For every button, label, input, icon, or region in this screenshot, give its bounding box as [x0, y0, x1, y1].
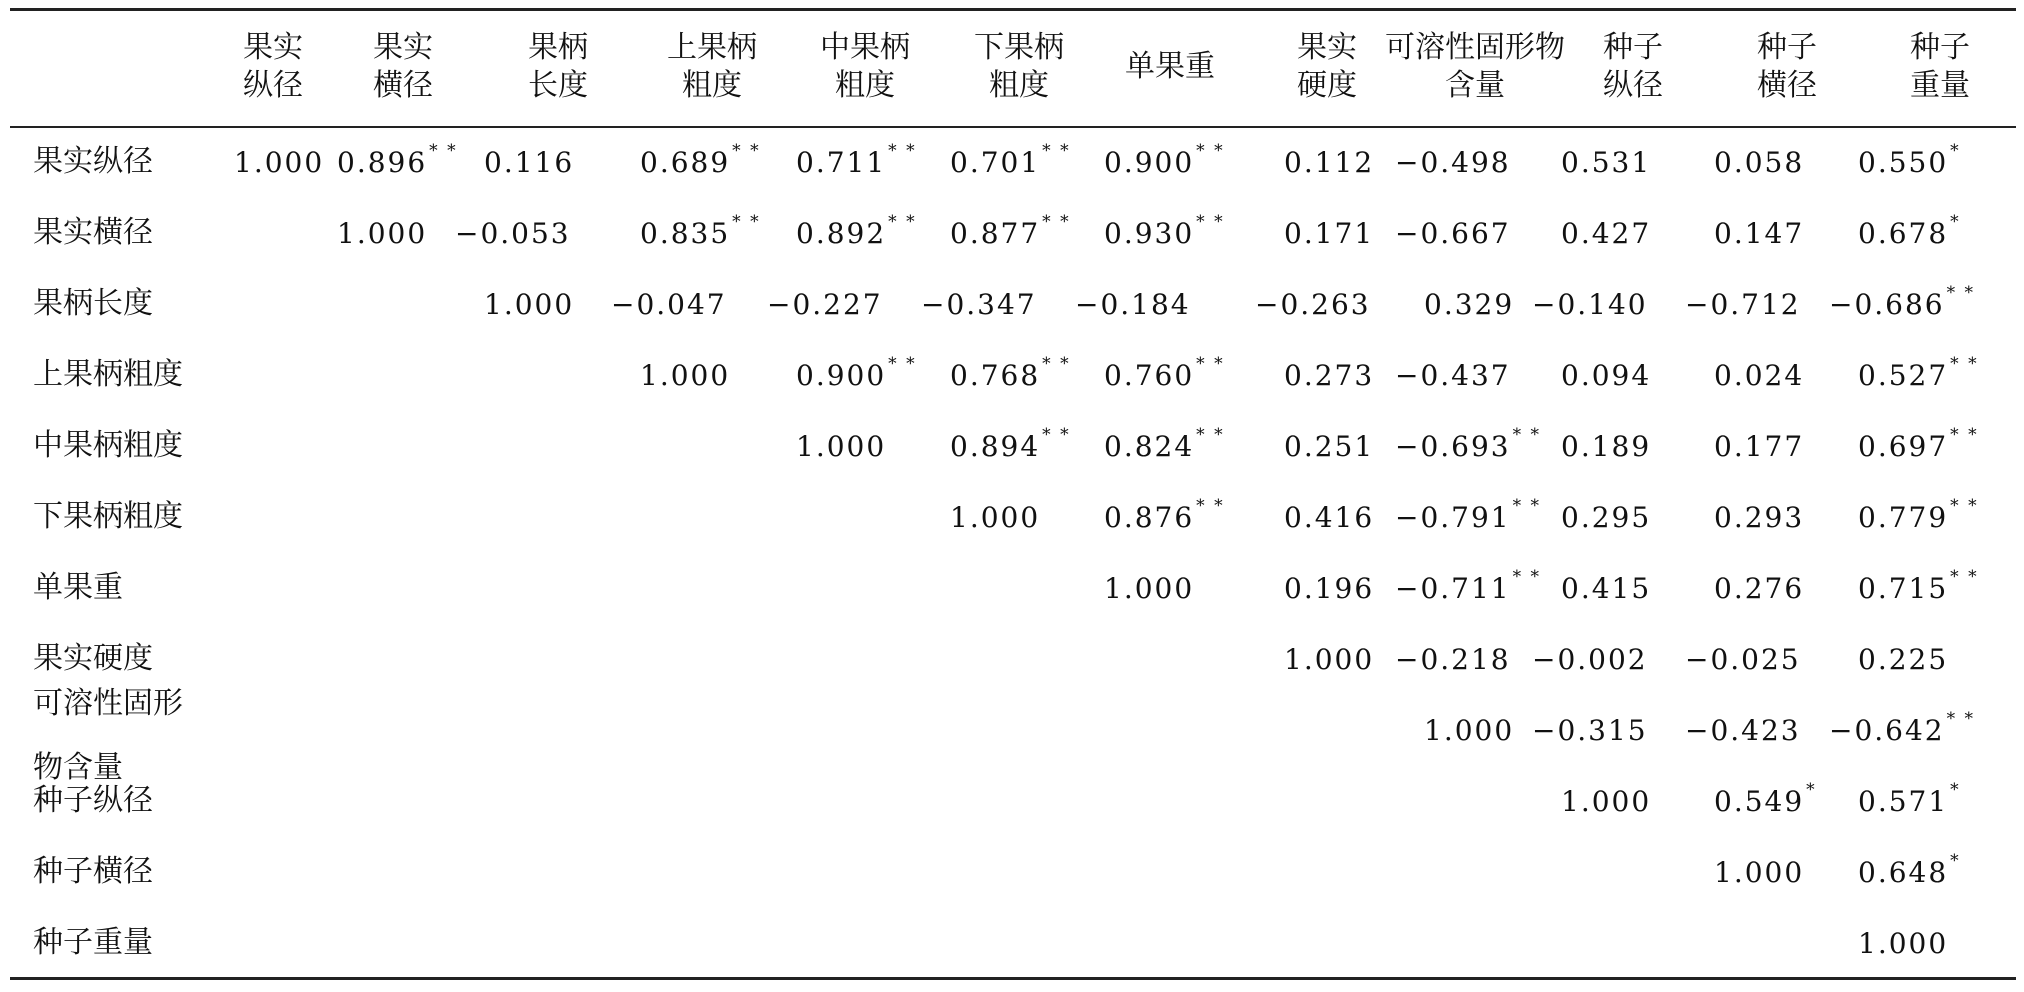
table-cell	[1858, 927, 1949, 960]
table-cell	[1532, 288, 1648, 321]
cell-value: −0.347	[921, 288, 1037, 321]
cell-value: −0.184	[1075, 288, 1191, 321]
table-cell	[950, 501, 1041, 534]
table-cell	[1104, 572, 1195, 605]
table-cell	[1714, 572, 1805, 605]
table-cell	[950, 354, 1071, 392]
table-cell	[796, 212, 917, 250]
column-header-line: 横径	[373, 68, 433, 103]
row-label: 果柄长度	[33, 286, 153, 321]
table-cell	[1561, 359, 1652, 392]
cell-value: −0.437	[1395, 359, 1511, 392]
cell-value: −0.227	[767, 288, 883, 321]
cell-value: 0.877	[950, 217, 1041, 250]
cell-value: 1.000	[1858, 927, 1949, 960]
column-header-line: 重量	[1910, 68, 1970, 103]
table-cell	[1284, 359, 1375, 392]
table-cell	[1858, 851, 1961, 889]
cell-value: 0.779	[1858, 501, 1949, 534]
significance-mark: * *	[732, 141, 761, 161]
cell-value: 0.760	[1104, 359, 1195, 392]
table-cell	[1395, 146, 1511, 179]
significance-mark: * *	[1042, 212, 1071, 232]
cell-value: 0.531	[1561, 146, 1652, 179]
table-cell	[1532, 714, 1648, 747]
column-header-line: 果实	[1297, 30, 1357, 65]
table-cell	[1858, 141, 1961, 179]
cell-value: 1.000	[1714, 856, 1805, 889]
column-header-line: 下果柄	[974, 30, 1064, 65]
row-label: 可溶性固形	[33, 686, 183, 721]
table-cell	[1395, 496, 1542, 534]
table-cell	[455, 217, 571, 250]
significance-mark: * *	[1042, 141, 1071, 161]
cell-value: 0.715	[1858, 572, 1949, 605]
cell-value: 0.276	[1714, 572, 1805, 605]
table-cell	[1858, 780, 1961, 818]
column-header	[1543, 29, 1723, 105]
significance-mark: * *	[1950, 425, 1979, 445]
table-cell	[1104, 425, 1225, 463]
cell-value: 0.427	[1561, 217, 1652, 250]
cell-value: 0.116	[484, 146, 575, 179]
cell-value: 0.711	[796, 146, 887, 179]
table-cell	[767, 288, 883, 321]
table-cell	[1104, 212, 1225, 250]
table-cell	[950, 141, 1071, 179]
cell-value: 0.273	[1284, 359, 1375, 392]
significance-mark: * *	[1950, 354, 1979, 374]
cell-value: −0.498	[1395, 146, 1511, 179]
table-cell	[1424, 714, 1515, 747]
significance-mark: * *	[888, 141, 917, 161]
cell-value: 1.000	[950, 501, 1041, 534]
cell-value: 0.416	[1284, 501, 1375, 534]
column-header-line: 上果柄	[667, 30, 757, 65]
table-cell	[1714, 146, 1805, 179]
table-cell	[234, 146, 325, 179]
cell-value: −0.693	[1395, 430, 1511, 463]
cell-value: 0.189	[1561, 430, 1652, 463]
significance-mark: * *	[1950, 496, 1979, 516]
table-cell	[1284, 572, 1375, 605]
significance-mark: * *	[1946, 709, 1976, 729]
cell-value: 0.177	[1714, 430, 1805, 463]
table-cell	[1284, 217, 1375, 250]
cell-value: 0.094	[1561, 359, 1652, 392]
cell-value: 1.000	[337, 217, 428, 250]
cell-value: 0.768	[950, 359, 1041, 392]
row-label: 下果柄粗度	[33, 499, 183, 534]
table-cell	[1561, 785, 1652, 818]
table-cell	[1075, 288, 1191, 321]
row-label: 种子纵径	[33, 783, 153, 818]
table-cell	[1561, 501, 1652, 534]
table-cell	[1714, 501, 1805, 534]
table-cell	[796, 354, 917, 392]
column-header-line: 横径	[1757, 68, 1817, 103]
cell-value: 0.648	[1858, 856, 1949, 889]
cell-value: −0.423	[1685, 714, 1801, 747]
cell-value: −0.711	[1395, 572, 1511, 605]
column-header-line: 果柄	[528, 30, 588, 65]
column-header	[775, 29, 955, 105]
column-header-line: 含量	[1445, 68, 1505, 103]
cell-value: 1.000	[1104, 572, 1195, 605]
table-cell	[1532, 643, 1648, 676]
cell-value: 0.876	[1104, 501, 1195, 534]
column-header-line: 长度	[528, 68, 588, 103]
cell-value: −0.053	[455, 217, 571, 250]
table-cell	[1714, 430, 1805, 463]
column-header-line: 单果重	[1125, 49, 1215, 84]
table-cell	[1395, 643, 1511, 676]
cell-value: −0.791	[1395, 501, 1511, 534]
row-label: 单果重	[33, 570, 123, 605]
cell-value: 1.000	[484, 288, 575, 321]
table-cell	[1395, 567, 1542, 605]
cell-value: −0.047	[611, 288, 727, 321]
column-header	[468, 29, 648, 105]
column-header	[313, 29, 493, 105]
significance-mark: * *	[1042, 354, 1071, 374]
cell-value: 0.295	[1561, 501, 1652, 534]
cell-value: 0.689	[640, 146, 731, 179]
table-header-rule	[10, 126, 2016, 128]
cell-value: −0.315	[1532, 714, 1648, 747]
table-top-rule	[10, 8, 2016, 11]
cell-value: 0.571	[1858, 785, 1949, 818]
table-cell	[1561, 217, 1652, 250]
table-cell	[640, 359, 731, 392]
cell-value: 0.527	[1858, 359, 1949, 392]
row-label: 种子横径	[33, 854, 153, 889]
cell-value: 0.900	[796, 359, 887, 392]
cell-value: 0.701	[950, 146, 1041, 179]
significance-mark: *	[1950, 141, 1961, 161]
row-label: 中果柄粗度	[33, 428, 183, 463]
table-cell	[1858, 425, 1979, 463]
cell-value: 0.930	[1104, 217, 1195, 250]
cell-value: 0.251	[1284, 430, 1375, 463]
column-header-line: 中果柄	[820, 30, 910, 65]
cell-value: 1.000	[640, 359, 731, 392]
significance-mark: * *	[1196, 425, 1225, 445]
cell-value: 0.678	[1858, 217, 1949, 250]
significance-mark: * *	[1512, 496, 1542, 516]
table-cell	[1858, 567, 1979, 605]
cell-value: 0.900	[1104, 146, 1195, 179]
table-cell	[1104, 496, 1225, 534]
table-cell	[1714, 856, 1805, 889]
column-header-line: 种子	[1757, 30, 1817, 65]
column-header	[1385, 29, 1565, 105]
significance-mark: * *	[1512, 567, 1542, 587]
cell-value: −0.263	[1255, 288, 1371, 321]
significance-mark: * *	[429, 141, 458, 161]
table-cell	[1829, 283, 1976, 321]
column-header-line: 种子	[1910, 30, 1970, 65]
table-bottom-rule	[10, 977, 2016, 980]
significance-mark: * *	[1512, 425, 1542, 445]
table-cell	[1858, 354, 1979, 392]
row-label: 果实横径	[33, 215, 153, 250]
table-cell	[1685, 288, 1801, 321]
row-label: 物含量	[33, 750, 123, 785]
column-header-line: 粗度	[682, 68, 742, 103]
cell-value: 0.196	[1284, 572, 1375, 605]
table-cell	[796, 141, 917, 179]
column-header-line: 果实	[373, 30, 433, 65]
table-cell	[1829, 709, 1976, 747]
table-cell	[1858, 496, 1979, 534]
table-cell	[1561, 430, 1652, 463]
cell-value: 1.000	[796, 430, 887, 463]
column-header-line: 硬度	[1297, 68, 1357, 103]
significance-mark: * *	[732, 212, 761, 232]
table-cell	[1561, 572, 1652, 605]
significance-mark: * *	[1196, 354, 1225, 374]
cell-value: 0.824	[1104, 430, 1195, 463]
table-cell	[796, 430, 887, 463]
significance-mark: * *	[1950, 567, 1979, 587]
column-header	[1080, 48, 1260, 86]
cell-value: −0.712	[1685, 288, 1801, 321]
table-cell	[337, 217, 428, 250]
cell-value: −0.140	[1532, 288, 1648, 321]
table-cell	[1424, 288, 1515, 321]
column-header-line: 粗度	[835, 68, 895, 103]
significance-mark: *	[1950, 212, 1961, 232]
cell-value: 0.058	[1714, 146, 1805, 179]
cell-value: 0.024	[1714, 359, 1805, 392]
table-cell	[1685, 714, 1801, 747]
significance-mark: * *	[1196, 141, 1225, 161]
significance-mark: * *	[1042, 425, 1071, 445]
table-cell	[1284, 501, 1375, 534]
cell-value: 1.000	[1561, 785, 1652, 818]
cell-value: 1.000	[1284, 643, 1375, 676]
cell-value: 0.329	[1424, 288, 1515, 321]
table-cell	[611, 288, 727, 321]
table-cell	[1395, 359, 1511, 392]
cell-value: 0.415	[1561, 572, 1652, 605]
table-cell	[950, 212, 1071, 250]
row-label: 果实纵径	[33, 144, 153, 179]
significance-mark: * *	[888, 212, 917, 232]
table-cell	[1255, 288, 1371, 321]
column-header-line: 粗度	[989, 68, 1049, 103]
row-label: 上果柄粗度	[33, 357, 183, 392]
column-header-line: 果实	[243, 30, 303, 65]
column-header-line: 可溶性固形物	[1385, 30, 1565, 65]
table-cell	[921, 288, 1037, 321]
table-cell	[1284, 146, 1375, 179]
table-cell	[1714, 359, 1805, 392]
cell-value: 0.147	[1714, 217, 1805, 250]
cell-value: −0.686	[1829, 288, 1945, 321]
table-cell	[640, 141, 761, 179]
cell-value: 0.892	[796, 217, 887, 250]
table-cell	[1858, 643, 1949, 676]
cell-value: 0.225	[1858, 643, 1949, 676]
table-cell	[1284, 430, 1375, 463]
significance-mark: *	[1950, 851, 1961, 871]
cell-value: 1.000	[234, 146, 325, 179]
significance-mark: * *	[1946, 283, 1976, 303]
cell-value: −0.667	[1395, 217, 1511, 250]
table-cell	[484, 288, 575, 321]
row-label: 种子重量	[33, 925, 153, 960]
cell-value: 0.896	[337, 146, 428, 179]
table-cell	[1858, 212, 1961, 250]
table-cell	[1104, 354, 1225, 392]
cell-value: 0.549	[1714, 785, 1805, 818]
cell-value: 1.000	[1424, 714, 1515, 747]
table-cell	[1104, 141, 1225, 179]
column-header	[1850, 29, 2024, 105]
significance-mark: *	[1950, 780, 1961, 800]
column-header-line: 纵径	[1603, 68, 1663, 103]
table-cell	[1284, 643, 1375, 676]
row-label: 果实硬度	[33, 641, 153, 676]
table-cell	[1714, 217, 1805, 250]
cell-value: 0.550	[1858, 146, 1949, 179]
table-cell	[1685, 643, 1801, 676]
column-header-line: 纵径	[243, 68, 303, 103]
cell-value: 0.697	[1858, 430, 1949, 463]
table-cell	[1395, 217, 1511, 250]
cell-value: −0.642	[1829, 714, 1945, 747]
cell-value: 0.293	[1714, 501, 1805, 534]
significance-mark: *	[1806, 780, 1817, 800]
table-cell	[1395, 425, 1542, 463]
cell-value: −0.025	[1685, 643, 1801, 676]
cell-value: 0.894	[950, 430, 1041, 463]
table-cell	[950, 425, 1071, 463]
cell-value: 0.171	[1284, 217, 1375, 250]
significance-mark: * *	[1196, 496, 1225, 516]
significance-mark: * *	[1196, 212, 1225, 232]
table-cell	[640, 212, 761, 250]
table-cell	[1561, 146, 1652, 179]
column-header-line: 种子	[1603, 30, 1663, 65]
cell-value: −0.218	[1395, 643, 1511, 676]
table-cell	[337, 141, 458, 179]
table-cell	[1714, 780, 1817, 818]
significance-mark: * *	[888, 354, 917, 374]
table-cell	[484, 146, 575, 179]
cell-value: −0.002	[1532, 643, 1648, 676]
cell-value: 0.835	[640, 217, 731, 250]
cell-value: 0.112	[1284, 146, 1375, 179]
